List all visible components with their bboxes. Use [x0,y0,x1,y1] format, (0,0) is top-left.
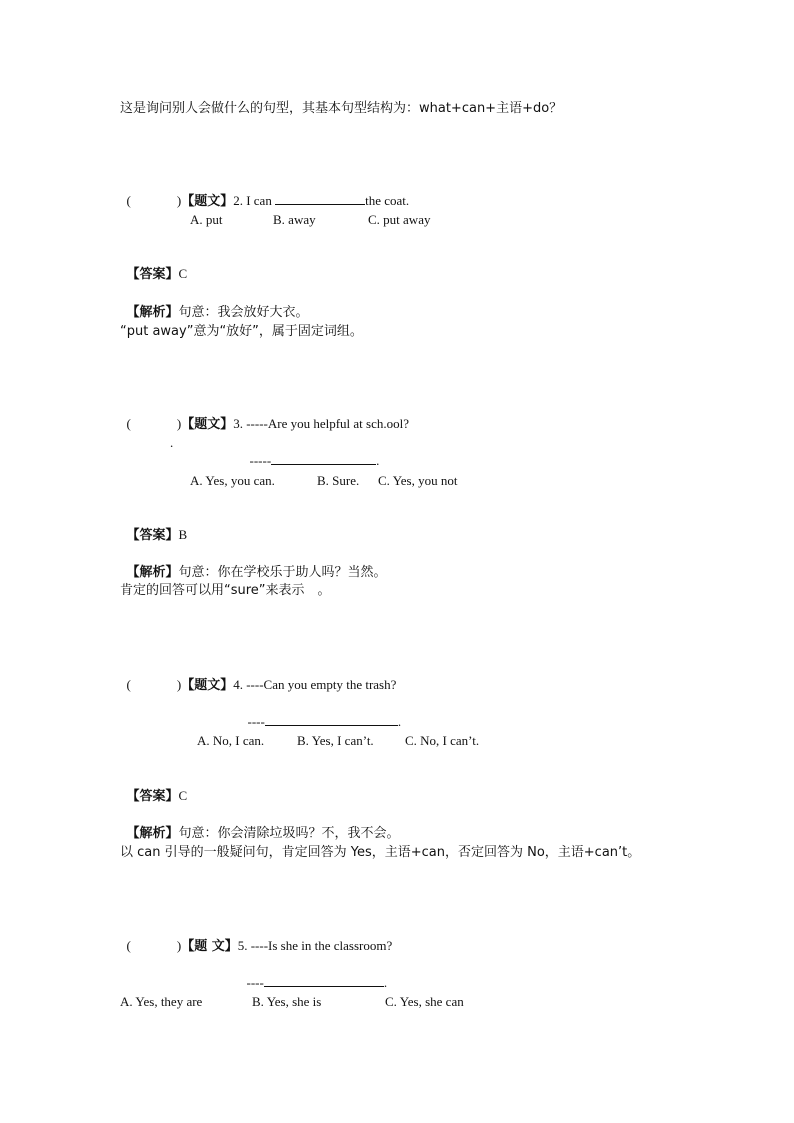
paren-close: ) [176,938,182,953]
option-b: B. Yes, I can’t. [297,733,374,748]
paren-close: ) [176,193,182,208]
option-c: C. Yes, she can [385,994,464,1009]
answer-line [120,508,187,545]
question-tag: 【题 文】 [181,939,238,954]
paren-open: ( [126,938,131,953]
option-a: A. No, I can. [197,733,265,748]
reply-prefix: ---- [247,714,265,729]
analysis-line [120,285,309,322]
paren-open: ( [126,677,131,692]
question-text: 5. ----Is she in the classroom? [237,938,393,953]
answer-blank [264,974,384,987]
reply-line [240,956,387,992]
paren-close: ) [176,416,182,431]
reply-line [243,434,379,470]
reply-prefix: ----- [249,453,272,468]
analysis-text: 句意：你在学校乐于助人吗？当然。 [178,565,387,580]
reply-end: . [383,975,388,990]
option-b: B. Yes, she is [252,994,322,1009]
analysis-note: 以 can 引导的一般疑问句，肯定回答为 Yes，主语+can，否定回答为 No，主语+can’t。 [120,845,641,860]
question-text: 2. I can [233,193,276,208]
option-c: C. put away [368,212,431,227]
question-2-stem [120,174,409,211]
reply-prefix: ---- [246,975,264,990]
analysis-line [120,545,387,582]
answer-tag: 【答案】 [126,528,179,543]
answer-value: C [178,788,188,803]
answer-line [120,769,187,806]
question-5-stem [120,919,392,956]
question-text: 3. -----Are you helpful at sch.ool? [233,416,410,431]
paren-close: ) [176,677,182,692]
analysis-note: 肯定的回答可以用“sure”来表示 。 [120,583,331,598]
answer-tag: 【答案】 [126,789,179,804]
question-tag: 【题文】 [181,678,234,693]
paren-open: ( [126,193,131,208]
option-b: B. Sure. [317,473,360,488]
analysis-note: “put away”意为“放好”，属于固定词组。 [120,324,363,339]
analysis-tag: 【解析】 [126,565,179,580]
analysis-text: 句意：我会放好大衣。 [178,305,309,320]
answer-blank [265,713,398,726]
reply-end: . [376,453,380,468]
question-4-stem [120,658,396,695]
paren-open: ( [126,416,131,431]
reply-line [241,695,401,731]
option-c: C. No, I can’t. [405,733,480,748]
analysis-text: 句意：你会清除垃圾吗？不，我不会。 [178,826,400,841]
answer-blank [271,452,376,465]
reply-end: . [397,714,402,729]
option-b: B. away [273,212,316,227]
option-c: C. Yes, you not [378,473,458,488]
question-text: 4. ----Can you empty the trash? [233,677,397,692]
question-3-stem [120,397,409,434]
answer-tag: 【答案】 [126,267,179,282]
answer-value: B [178,527,188,542]
option-a: A. Yes, they are [120,994,203,1009]
question-text-end: the coat. [365,193,410,208]
stray-dot: . [170,435,174,450]
analysis-tag: 【解析】 [126,826,179,841]
answer-line [120,247,187,284]
analysis-tag: 【解析】 [126,305,179,320]
intro-text: 这是询问别人会做什么的句型，其基本句型结构为：what+can+主语+do？ [120,101,563,116]
question-tag: 【题文】 [181,194,234,209]
option-a: A. put [190,212,223,227]
analysis-line [120,806,400,843]
option-a: A. Yes, you can. [190,473,275,488]
answer-value: C [178,266,188,281]
answer-blank [275,192,365,205]
question-tag: 【题文】 [181,417,234,432]
